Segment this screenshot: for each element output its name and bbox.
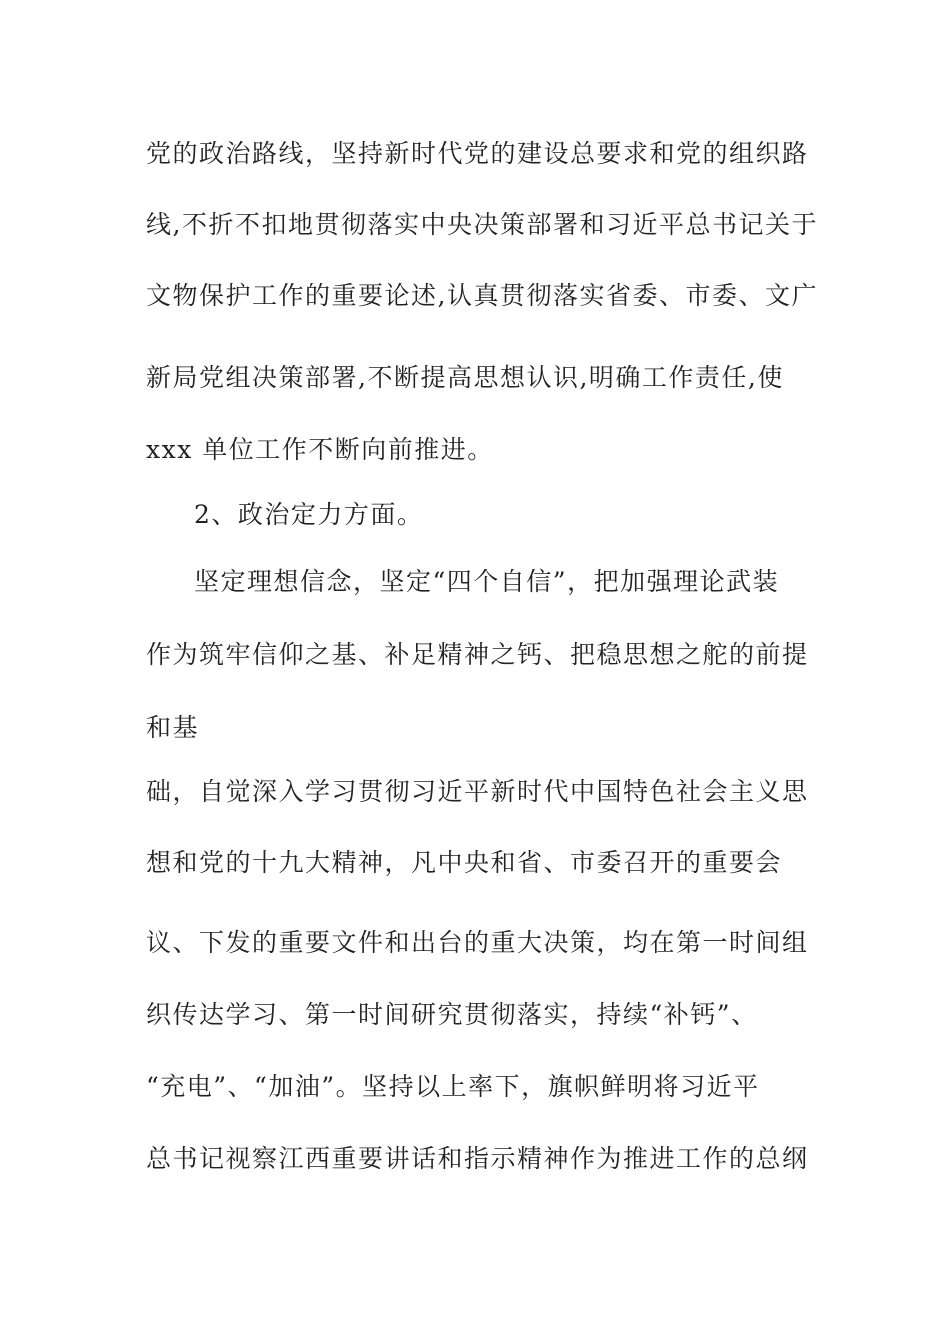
- text-line: 织传达学习、第一时间研究贯彻落实，持续“补钙”、: [146, 1000, 758, 1029]
- text-line: 议、下发的重要文件和出台的重大决策，均在第一时间组: [146, 928, 809, 957]
- text-line: 新局党组决策部署,不断提高思想认识,明确工作责任,使: [146, 363, 784, 392]
- text-line: 和基: [146, 713, 200, 742]
- text-line: 总书记视察江西重要讲话和指示精神作为推进工作的总纲: [146, 1144, 809, 1173]
- text-line: 文物保护工作的重要论述,认真贯彻落实省委、市委、文广: [146, 281, 818, 310]
- text-line: “充电”、“加油”。坚持以上率下，旗帜鲜明将习近平: [146, 1072, 760, 1101]
- text-line: xxx 单位工作不断向前推进。: [146, 435, 494, 464]
- text-line: 线,不折不扣地贯彻落实中央决策部署和习近平总书记关于: [146, 210, 818, 239]
- text-line: 础，自觉深入学习贯彻习近平新时代中国特色社会主义思: [146, 777, 809, 806]
- text-line: 坚定理想信念，坚定“四个自信”，把加强理论武装: [194, 567, 780, 596]
- text-line: 党的政治路线，坚持新时代党的建设总要求和党的组织路: [146, 139, 809, 168]
- section-heading: 2、政治定力方面。: [194, 500, 424, 529]
- text-line: 作为筑牢信仰之基、补足精神之钙、把稳思想之舵的前提: [146, 640, 809, 669]
- text-line: 想和党的十九大精神，凡中央和省、市委召开的重要会: [146, 848, 783, 877]
